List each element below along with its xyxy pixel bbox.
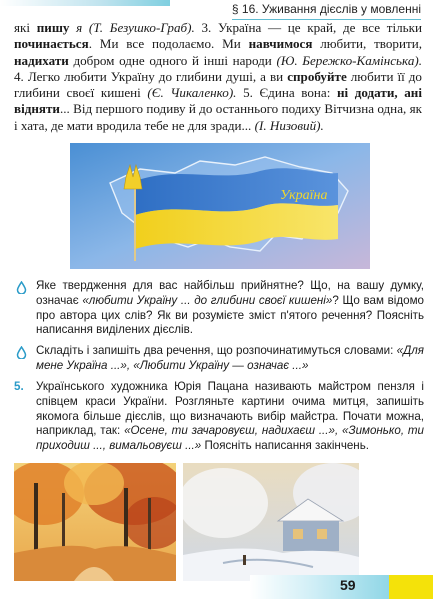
drop-icon xyxy=(16,281,27,299)
header-decor-bar xyxy=(0,0,170,6)
winter-painting xyxy=(183,463,359,581)
ukraine-flag-map-illustration xyxy=(70,143,370,269)
exercise-number: 5. xyxy=(14,380,24,393)
page-header xyxy=(0,0,433,22)
question-2: Складіть і запишіть два речення, що розпочинатимуться словами: «Для мене Україна ...», «Любити Україну — означає ...» xyxy=(14,344,424,374)
section-title: § 16. Уживання дієслів у мовленні xyxy=(232,2,421,20)
question-1: Яке твердження для вас найбільш прийнятне? Що, на вашу думку, означає «любити Україну ... до глибини своєї кишені»? Що вам відомо про автора цих слів? Як ви розумієте зміст п'ятого речення? Поясніть написання виділених дієслів. xyxy=(14,279,424,338)
footer-yellow-block xyxy=(389,575,433,599)
flag-map-svg xyxy=(70,143,370,269)
autumn-painting xyxy=(14,463,176,581)
body-paragraph: які пишу я (Т. Безушко-Граб). 3. Україна — це край, де все тільки починається. Ми все подолаємо. Ми навчимося любити, творити, надихати добром одне одного й інші народи (Ю. Бережко-Камінська). 4. Легко любити Україну до глибини душі, а ви спробуйте любити її до глибини своєї кишені (Є. Чикаленко). 5. Єдина вона: ні додати, ані відняти... Від першого подиву й до останнього подиху Вітчизна одна, як і хата, де мати вродила тебе не для зради... (І. Низовий). xyxy=(14,20,422,133)
question-5: 5. Українського художника Юрія Пацана називають майстром пензля і співцем краси України. Розгляньте картини очима митця, запишіть якомога більше дієслів, що визначають вибір майстра. Почати можна, наприклад, так: «Осене, ти зачаровуєш, надихаєш ...», «Зимонько, ти приходиш ..., вимальовуєш ...» Поясніть написання закінчень. xyxy=(14,380,424,453)
drop-icon xyxy=(16,346,27,364)
map-label: Україна xyxy=(280,188,328,203)
page-number: 59 xyxy=(340,577,356,593)
